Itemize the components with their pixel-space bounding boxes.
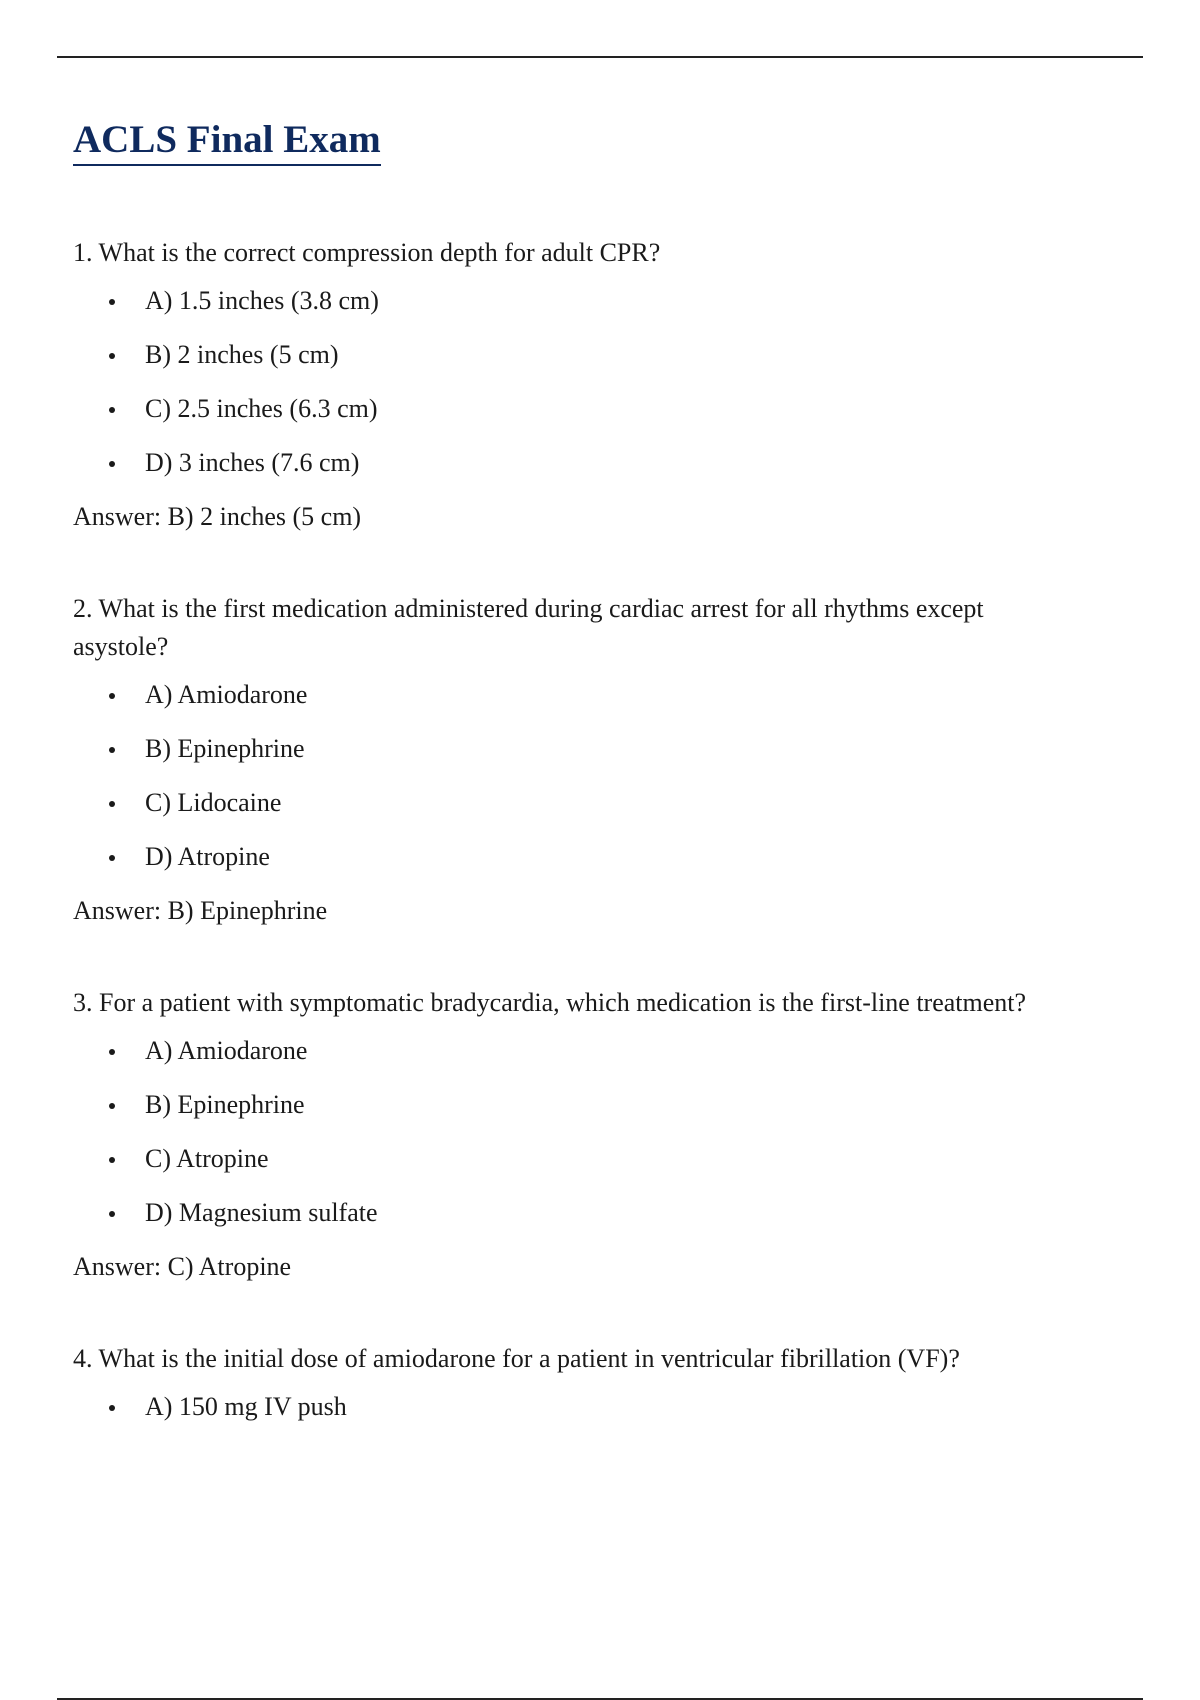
option-item (73, 730, 1133, 768)
option-list (73, 1032, 1133, 1232)
question-4 (73, 1340, 1133, 1426)
option-item (73, 1140, 1133, 1178)
option-label: B) 2 inches (5 cm) (145, 339, 339, 369)
question-list (73, 234, 1133, 1426)
bullet-icon (109, 855, 115, 861)
bullet-icon (109, 693, 115, 699)
answer-text: Answer: B) Epinephrine (73, 895, 328, 925)
option-item (73, 390, 1133, 428)
option-label: A) Amiodarone (145, 679, 308, 709)
bullet-icon (109, 1211, 115, 1217)
option-label: C) Atropine (145, 1143, 269, 1173)
question-3 (73, 984, 1133, 1286)
question-text: 1. What is the correct compression depth for adult CPR? (73, 237, 661, 267)
option-label: B) Epinephrine (145, 733, 305, 763)
question-1 (73, 234, 1133, 536)
question-text: 4. What is the initial dose of amiodarone for a patient in ventricular fibrillation (VF)? (73, 1343, 960, 1373)
option-label: A) 1.5 inches (3.8 cm) (145, 285, 379, 315)
bullet-icon (109, 1049, 115, 1055)
question-text: 2. What is the first medication administered during cardiac arrest for all rhythms except asystole? (73, 593, 984, 661)
document-body (73, 118, 1133, 1480)
answer-text: Answer: C) Atropine (73, 1251, 292, 1281)
option-label: A) Amiodarone (145, 1035, 308, 1065)
bullet-icon (109, 407, 115, 413)
document-title: ACLS Final Exam (73, 118, 381, 166)
option-item (73, 1194, 1133, 1232)
bullet-icon (109, 299, 115, 305)
bullet-icon (109, 801, 115, 807)
top-rule (57, 56, 1143, 58)
option-item (73, 282, 1133, 320)
option-item (73, 444, 1133, 482)
option-list (73, 282, 1133, 482)
option-item (73, 784, 1133, 822)
option-label: C) 2.5 inches (6.3 cm) (145, 393, 378, 423)
option-label: D) Atropine (145, 841, 270, 871)
option-label: C) Lidocaine (145, 787, 282, 817)
bullet-icon (109, 1157, 115, 1163)
bullet-icon (109, 353, 115, 359)
answer-text: Answer: B) 2 inches (5 cm) (73, 501, 362, 531)
option-item (73, 1032, 1133, 1070)
bullet-icon (109, 1405, 115, 1411)
option-list (73, 676, 1133, 876)
option-item (73, 336, 1133, 374)
option-label: D) 3 inches (7.6 cm) (145, 447, 360, 477)
bullet-icon (109, 1103, 115, 1109)
option-label: D) Magnesium sulfate (145, 1197, 378, 1227)
option-item (73, 838, 1133, 876)
option-item (73, 1086, 1133, 1124)
option-item (73, 676, 1133, 714)
option-list (73, 1388, 1133, 1426)
question-2 (73, 590, 1133, 930)
bullet-icon (109, 747, 115, 753)
option-item (73, 1388, 1133, 1426)
option-label: B) Epinephrine (145, 1089, 305, 1119)
bullet-icon (109, 461, 115, 467)
question-text: 3. For a patient with symptomatic bradycardia, which medication is the first-line treatment? (73, 987, 1027, 1017)
option-label: A) 150 mg IV push (145, 1391, 347, 1421)
